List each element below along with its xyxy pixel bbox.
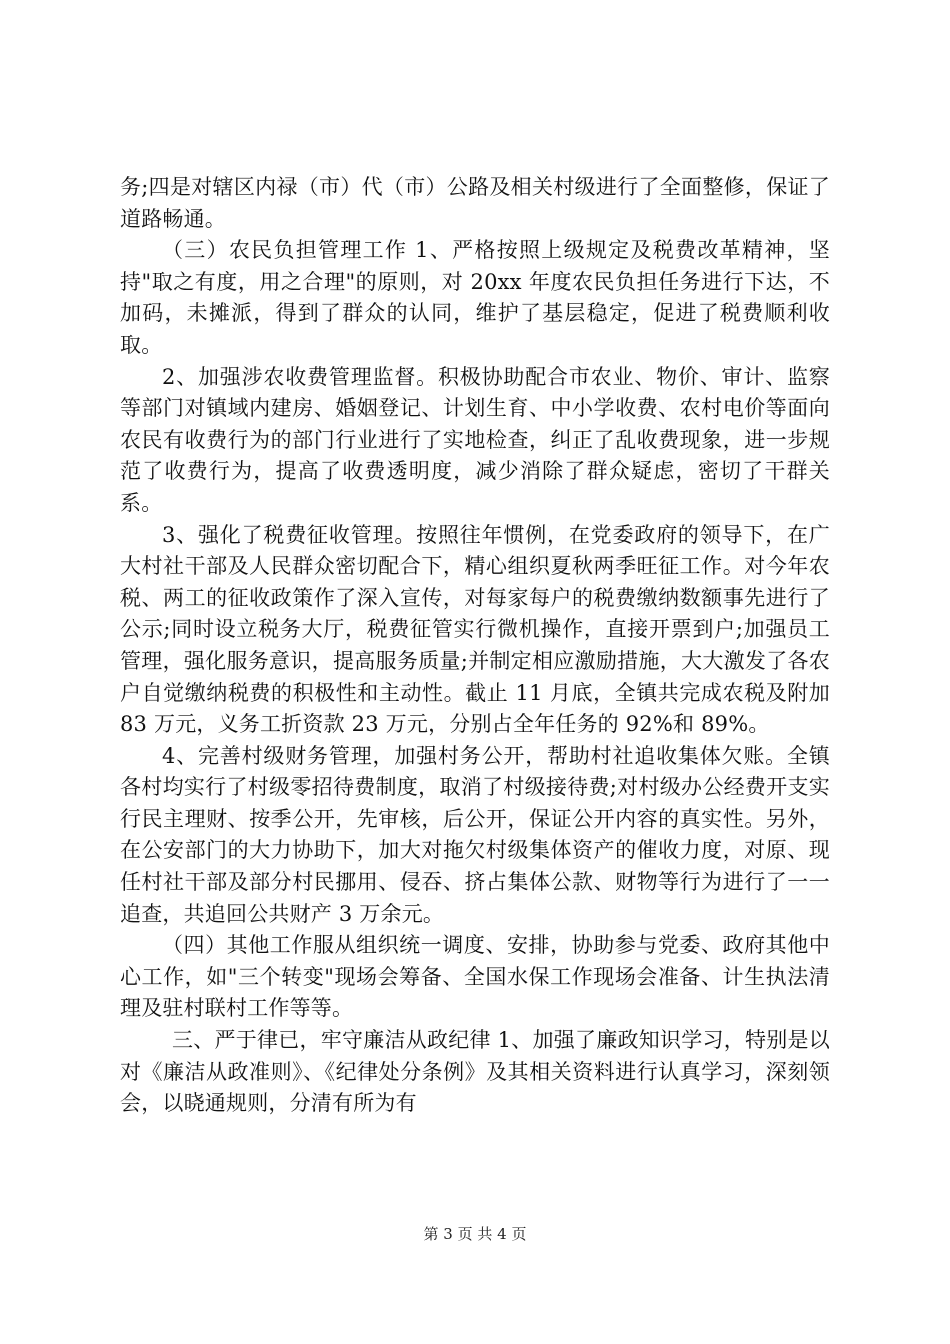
document-body	[120, 172, 830, 1120]
paragraph-village-finance: 4、完善村级财务管理，加强村务公开，帮助村社追收集体欠账。全镇各村均实行了村级零招待费制度，取消了村级接待费;对村级办公经费开支实行民主理财、按季公开，先审核，后公开，保证公开内容的真实性。另外，在公安部门的大力协助下，加大对拖欠村级集体资产的催收力度，对原、现任村社干部及部分村民挪用、侵吞、挤占集体公款、财物等行为进行了一一追查，共追回公共财产 3 万余元。	[120, 743, 830, 926]
paragraph-farmer-burden: （三）农民负担管理工作 1、严格按照上级规定及税费改革精神，坚持"取之有度，用之合理"的原则，对 20xx 年度农民负担任务进行下达，不加码，未摊派，得到了群众的认同，维护了基层稳定，促进了税费顺利收取。	[120, 238, 830, 357]
paragraph-road-repair: 务;四是对辖区内禄（市）代（市）公路及相关村级进行了全面整修，保证了道路畅通。	[120, 175, 830, 231]
paragraph-fee-supervision: 2、加强涉农收费管理监督。积极协助配合市农业、物价、审计、监察等部门对镇域内建房、婚姻登记、计划生育、中小学收费、农村电价等面向农民有收费行为的部门行业进行了实地检查，纠正了乱收费现象，进一步规范了收费行为，提高了收费透明度，减少消除了群众疑虑，密切了干群关系。	[120, 364, 830, 515]
paragraph-integrity: 三、严于律已，牢守廉洁从政纪律 1、加强了廉政知识学习，特别是以对《廉洁从政准则》、《纪律处分条例》及其相关资料进行认真学习，深刻领会，以晓通规则，分清有所为有	[120, 1028, 830, 1116]
paragraph-tax-collection: 3、强化了税费征收管理。按照往年惯例，在党委政府的领导下，在广大村社干部及人民群众密切配合下，精心组织夏秋两季旺征工作。对今年农税、两工的征收政策作了深入宣传，对每家每户的税费缴纳数额事先进行了公示;同时设立税务大厅，税费征管实行微机操作，直接开票到户;加强员工管理，强化服务意识，提高服务质量;并制定相应激励措施，大大激发了各农户自觉缴纳税费的积极性和主动性。截止 11 月底，全镇共完成农税及附加 83 万元，义务工折资款 23 万元，分别占全年任务的 92%和 89%。	[120, 522, 830, 737]
paragraph-other-work: （四）其他工作服从组织统一调度、安排，协助参与党委、政府其他中心工作，如"三个转变"现场会筹备、全国水保工作现场会准备、计生执法清理及驻村联村工作等等。	[120, 933, 830, 1021]
page-number-footer: 第 3 页 共 4 页	[423, 1225, 527, 1243]
